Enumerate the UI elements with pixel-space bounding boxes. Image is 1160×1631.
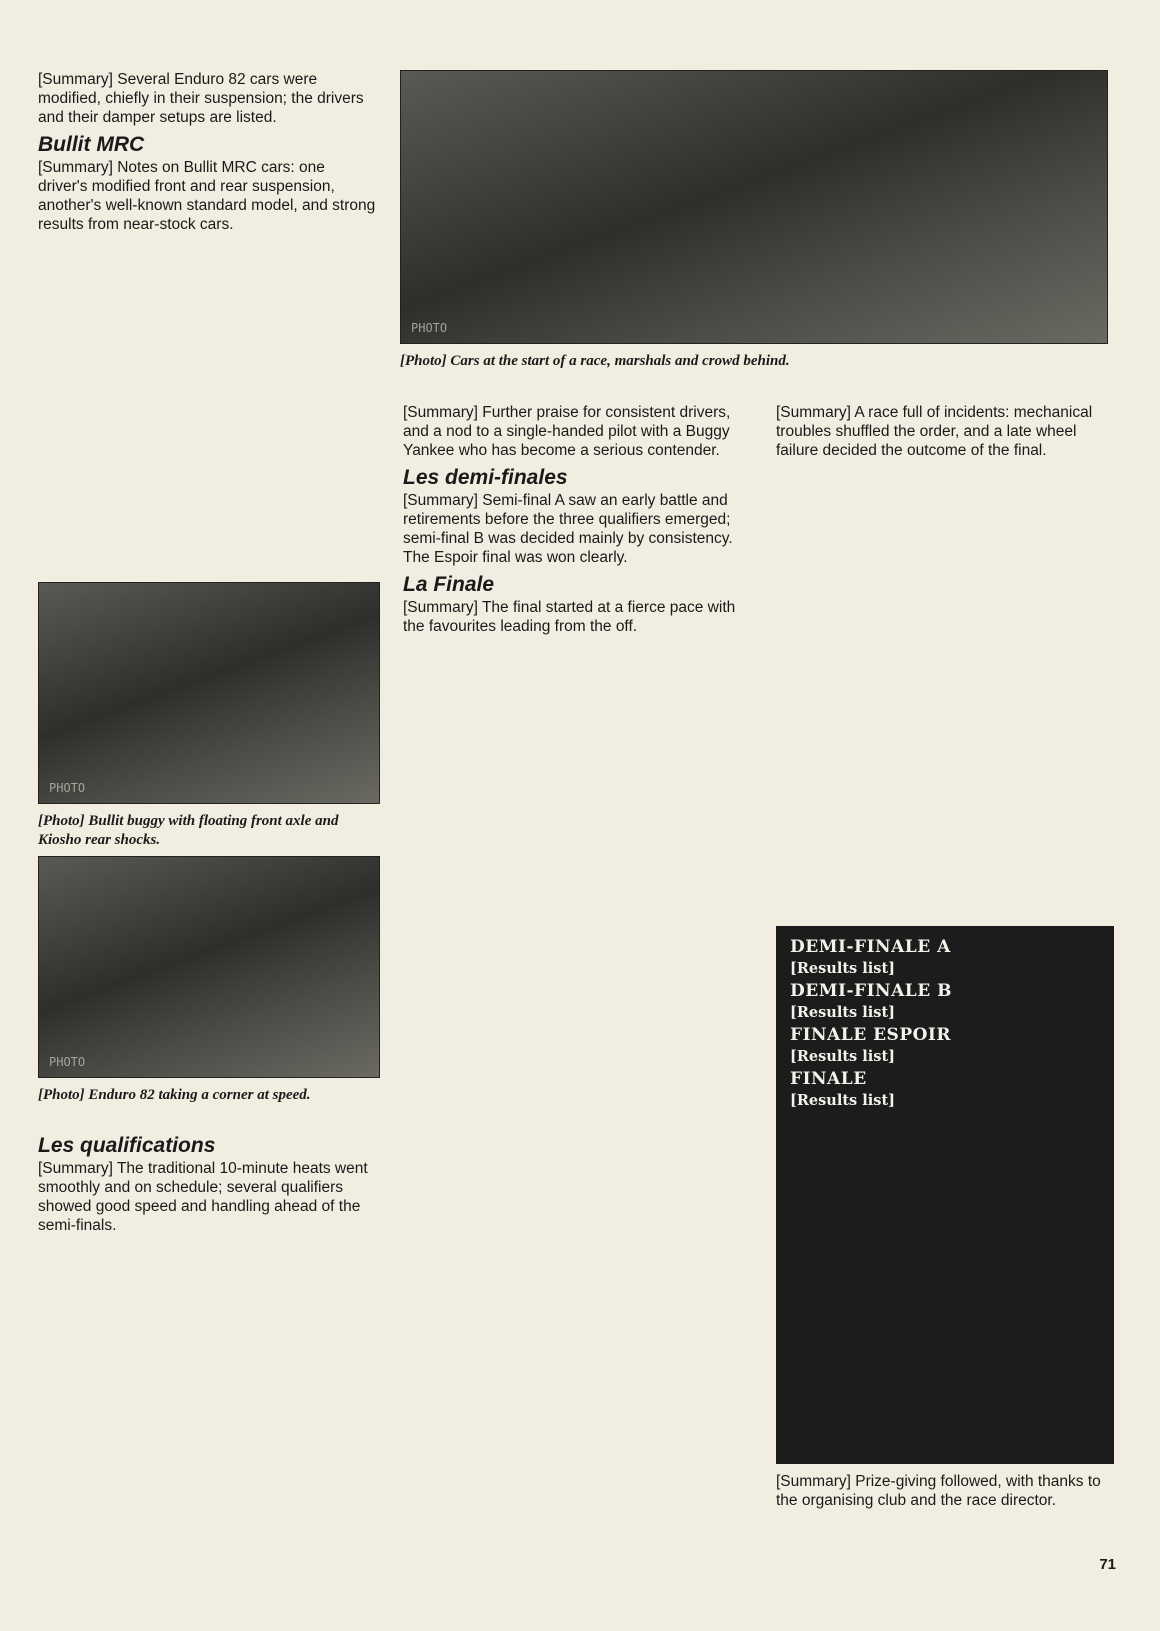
closing-paragraph: [Summary] Prize-giving followed, with thanks to the organising club and the race director. xyxy=(776,1473,1101,1509)
results-finale: [Results list] xyxy=(790,1092,895,1109)
column-right xyxy=(776,403,1118,462)
heading-qualifications: Les qualifications xyxy=(38,1134,216,1157)
results-b: [Results list] xyxy=(790,1004,895,1021)
closing-block xyxy=(776,1472,1118,1512)
bullit-paragraph: [Summary] Notes on Bullit MRC cars: one driver's modified front and rear suspension, another's well-known standard model, and strong results from near-stock cars. xyxy=(38,159,376,233)
results-a: [Results list] xyxy=(790,960,895,977)
la-finale-paragraph: [Summary] The final started at a fierce pace with the favourites leading from the off. xyxy=(403,599,736,635)
middle-intro-paragraph: [Summary] Further praise for consistent drivers, and a nod to a single-handed pilot with a Buggy Yankee who has become a serious contender. xyxy=(403,404,731,459)
column-left-bottom xyxy=(38,1128,380,1237)
heading-bullit-mrc: Bullit MRC xyxy=(38,133,145,156)
right-paragraph: [Summary] A race full of incidents: mechanical troubles shuffled the order, and a late wheel failure decided the outcome of the final. xyxy=(776,404,1093,459)
photo-bullit: PHOTO xyxy=(38,582,380,804)
caption-race-start: [Photo] Cars at the start of a race, marshals and crowd behind. xyxy=(400,353,790,369)
page-number: 71 xyxy=(1099,1556,1116,1573)
results-heading-b: DEMI-FINALE B xyxy=(790,981,952,1001)
column-left xyxy=(38,70,378,236)
photo-enduro: PHOTO xyxy=(38,856,380,1078)
results-heading-espoir: FINALE ESPOIR xyxy=(790,1025,951,1045)
heading-demi-finales: Les demi-finales xyxy=(403,466,568,489)
results-box xyxy=(776,926,1114,1464)
column-middle xyxy=(403,403,748,638)
caption-bullit: [Photo] Bullit buggy with floating front axle and Kiosho rear shocks. xyxy=(38,813,339,848)
results-heading-finale: FINALE xyxy=(790,1069,867,1089)
heading-la-finale: La Finale xyxy=(403,573,495,596)
caption-enduro: [Photo] Enduro 82 taking a corner at speed. xyxy=(38,1087,311,1103)
intro-paragraph: [Summary] Several Enduro 82 cars were modified, chiefly in their suspension; the drivers and their damper setups are listed. xyxy=(38,71,364,126)
qualifications-paragraph: [Summary] The traditional 10-minute heats went smoothly and on schedule; several qualifiers showed good speed and handling ahead of the semi-finals. xyxy=(38,1160,368,1234)
results-heading-a: DEMI-FINALE A xyxy=(790,937,951,957)
demi-finales-paragraph: [Summary] Semi-final A saw an early battle and retirements before the three qualifiers emerged; semi-final B was decided mainly by consistency. The Espoir final was won clearly. xyxy=(403,492,733,566)
photo-race-start: PHOTO xyxy=(400,70,1108,344)
results-espoir: [Results list] xyxy=(790,1048,895,1065)
